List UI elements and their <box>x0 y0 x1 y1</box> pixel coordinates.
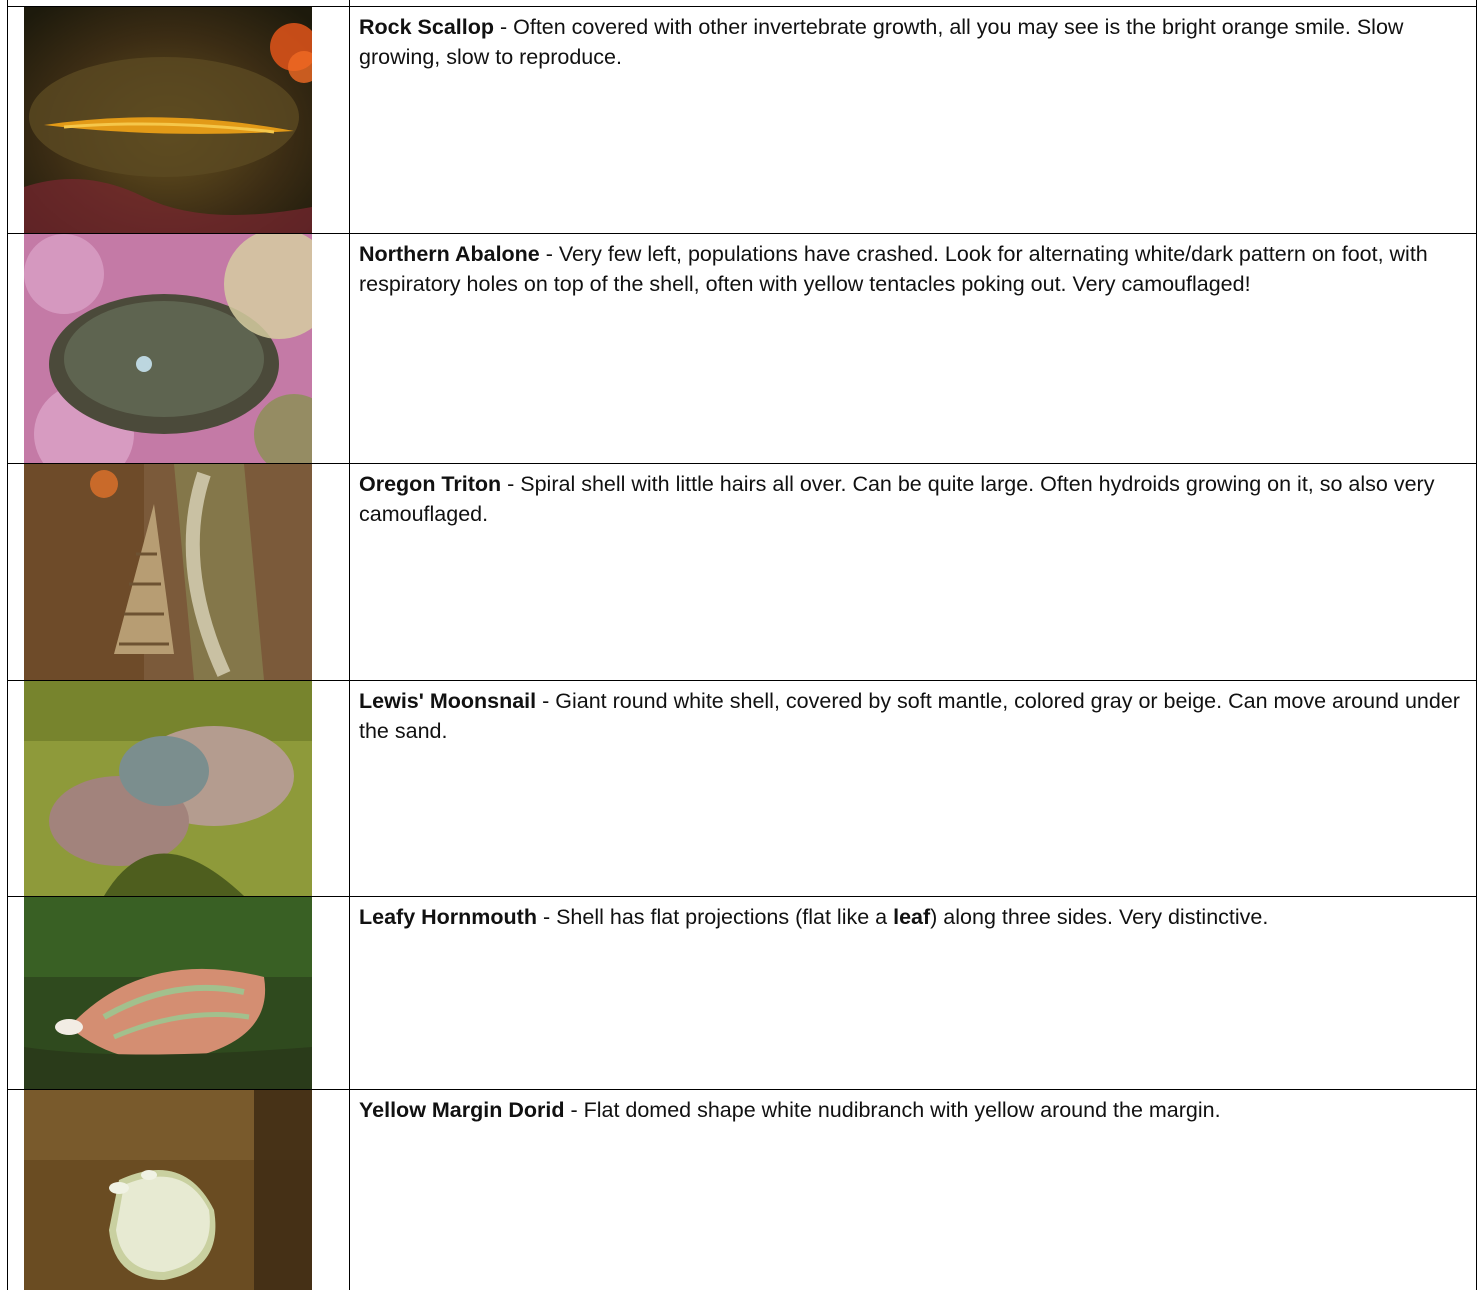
northern-abalone-description: Northern Abalone - Very few left, populations have crashed. Look for alternating white/dark pattern on foot, with respiratory holes on top of the shell, often with yellow tentacles poking out. Very camouflaged! <box>359 242 1428 296</box>
species-text: Very few left, populations have crashed. Look for alternating white/dark pattern on foot, with respiratory holes on top of the shell, often with yellow tentacles poking out. Very camouflaged! <box>359 242 1428 296</box>
northern-abalone-photo <box>24 234 312 463</box>
species-name: Lewis' Moonsnail <box>359 689 537 713</box>
species-name: Northern Abalone <box>359 242 540 266</box>
species-text: Spiral shell with little hairs all over. Can be quite large. Often hydroids growing on it, so also very camouflaged. <box>359 472 1435 526</box>
table-border-right <box>1476 0 1477 1290</box>
lewis-moonsnail-photo <box>24 681 312 896</box>
yellow-margin-dorid-description: Yellow Margin Dorid - Flat domed shape white nudibranch with yellow around the margin. <box>359 1098 1221 1122</box>
species-name: Rock Scallop <box>359 15 495 39</box>
oregon-triton-description: Oregon Triton - Spiral shell with little hairs all over. Can be quite large. Often hydroids growing on it, so also very camouflaged. <box>359 472 1435 526</box>
species-text: Flat domed shape white nudibranch with yellow around the margin. <box>583 1098 1221 1122</box>
leafy-hornmouth-description: Leafy Hornmouth - Shell has flat projections (flat like a leaf) along three sides. Very distinctive. <box>359 905 1269 929</box>
species-name: Leafy Hornmouth <box>359 905 537 929</box>
leafy-hornmouth-photo <box>24 897 312 1089</box>
species-name: Oregon Triton <box>359 472 502 496</box>
species-text-before: Shell has flat projections (flat like a <box>556 905 894 929</box>
species-text: Giant round white shell, covered by soft mantle, colored gray or beige. Can move around under the sand. <box>359 689 1460 743</box>
table-border-left <box>7 0 8 1290</box>
species-name: Yellow Margin Dorid <box>359 1098 565 1122</box>
rock-scallop-photo <box>24 7 312 233</box>
species-text-after: ) along three sides. Very distinctive. <box>930 905 1269 929</box>
oregon-triton-photo <box>24 464 312 680</box>
table-border-middle <box>349 0 350 1290</box>
lewis-moonsnail-description: Lewis' Moonsnail - Giant round white shell, covered by soft mantle, colored gray or beige. Can move around under the sand. <box>359 689 1460 743</box>
yellow-margin-dorid-photo <box>24 1090 312 1290</box>
species-text: Often covered with other invertebrate growth, all you may see is the bright orange smile. Slow growing, slow to reproduce. <box>359 15 1404 69</box>
species-text-bold: leaf <box>893 905 931 929</box>
rock-scallop-description: Rock Scallop - Often covered with other invertebrate growth, all you may see is the bright orange smile. Slow growing, slow to reproduce. <box>359 15 1404 69</box>
